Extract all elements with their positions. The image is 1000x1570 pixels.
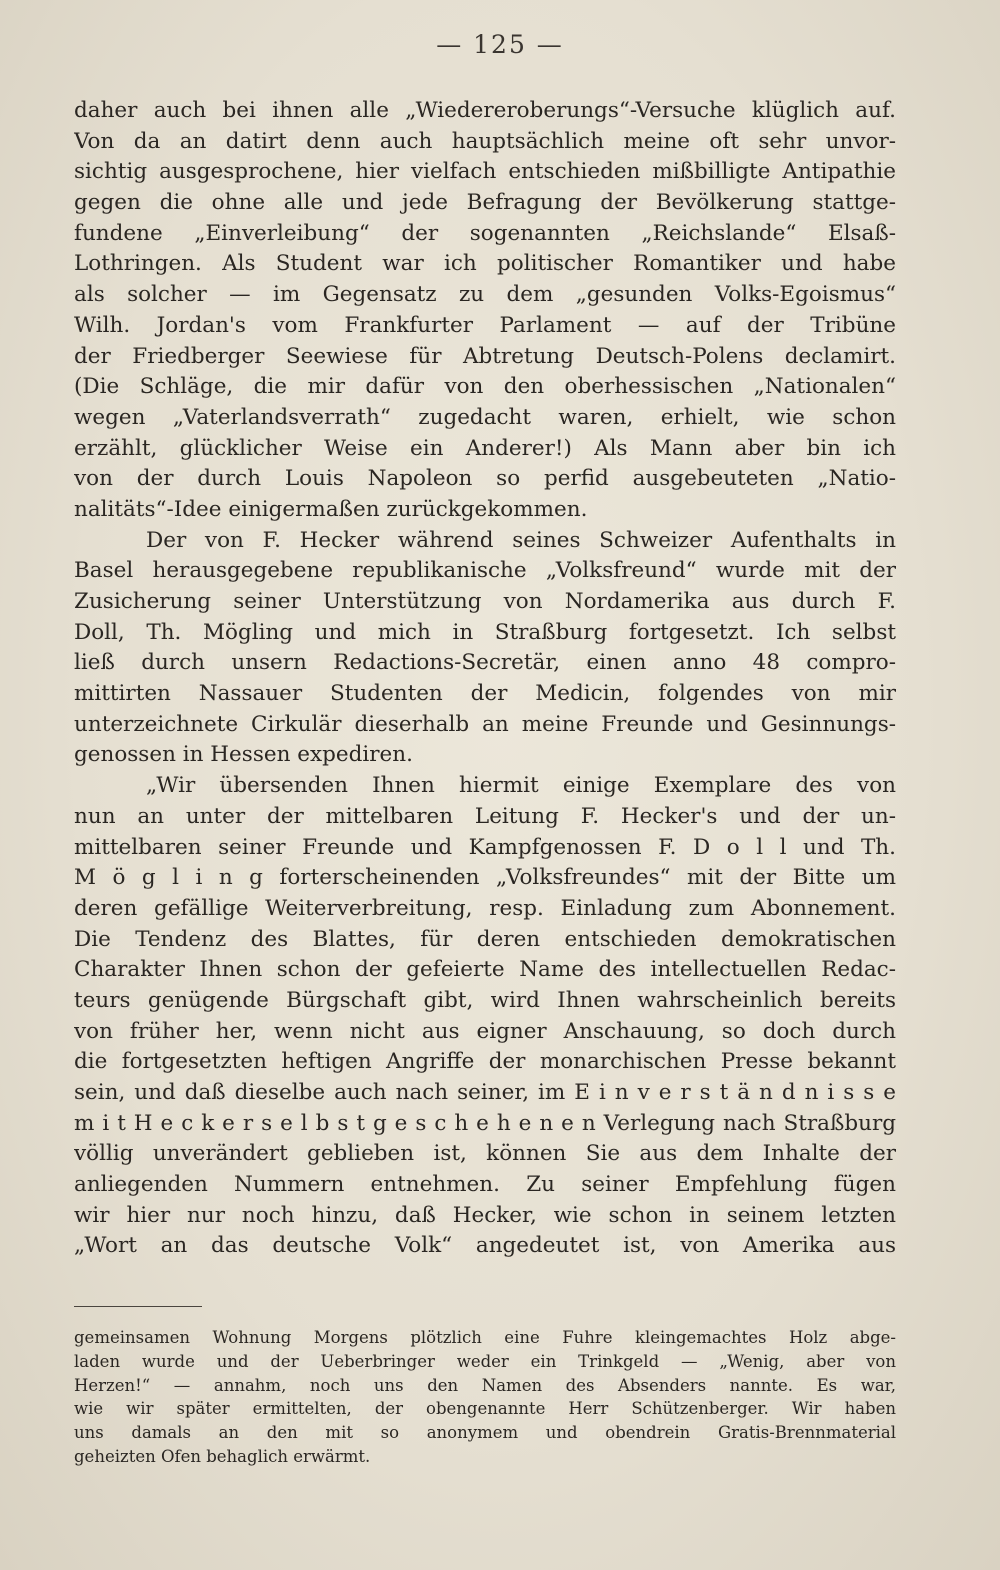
text-line: von der durch Louis Napoleon so perfid ausgebeuteten „Natio-: [74, 466, 896, 492]
footnote-line: laden wurde und der Ueberbringer weder ein Trinkgeld — „Wenig, aber von: [74, 1351, 896, 1371]
text-line: mittelbaren seiner Freunde und Kampfgenossen F. D o l l und Th.: [74, 834, 896, 860]
text-line: (Die Schläge, die mir dafür von den oberhessischen „Nationalen“: [74, 374, 896, 400]
page-number: — 125 —: [436, 30, 564, 59]
text-line: „Wort an das deutsche Volk“ angedeutet ist, von Amerika aus: [74, 1233, 896, 1259]
text-line: der Friedberger Seewiese für Abtretung Deutsch-Polens declamirt.: [74, 343, 896, 369]
text-line: Basel herausgegebene republikanische „Volksfreund“ wurde mit der: [74, 558, 896, 584]
text-line: Charakter Ihnen schon der gefeierte Name des intellectuellen Redac-: [74, 957, 896, 983]
text-line: wegen „Vaterlandsverrath“ zugedacht waren, erhielt, wie schon: [74, 404, 896, 430]
footnote-line: Herzen!“ — annahm, noch uns den Namen des Absenders nannte. Es war,: [74, 1375, 896, 1395]
footnote: [74, 1326, 896, 1469]
text-line: mittirten Nassauer Studenten der Medicin, folgendes von mir: [74, 681, 896, 707]
text-line: erzählt, glücklicher Weise ein Anderer!) Als Mann aber bin ich: [74, 435, 896, 461]
paragraph-start-line: Der von F. Hecker während seines Schweizer Aufenthalts in: [146, 527, 896, 553]
footnote-line: uns damals an den mit so anonymem und obendrein Gratis-Brennmaterial: [74, 1423, 896, 1443]
text-line: nalitäts“-Idee einigermaßen zurückgekommen.: [74, 496, 588, 522]
text-line: als solcher — im Gegensatz zu dem „gesunden Volks-Egoismus“: [74, 282, 896, 308]
text-line: Die Tendenz des Blattes, für deren entschieden demokratischen: [74, 926, 896, 952]
text-line: daher auch bei ihnen alle „Wiedereroberungs“-Versuche klüglich auf.: [74, 98, 896, 123]
text-line: nun an unter der mittelbaren Leitung F. Hecker's und der un-: [74, 803, 896, 829]
footnote-line: gemeinsamen Wohnung Morgens plötzlich eine Fuhre kleingemachtes Holz abge-: [74, 1328, 896, 1347]
text-line: wir hier nur noch hinzu, daß Hecker, wie schon in seinem letzten: [74, 1202, 896, 1228]
text-line: Wilh. Jordan's vom Frankfurter Parlament — auf der Tribüne: [74, 312, 896, 338]
text-line: anliegenden Nummern entnehmen. Zu seiner Empfehlung fügen: [74, 1172, 896, 1198]
text-line: Lothringen. Als Student war ich politischer Romantiker und habe: [74, 251, 896, 277]
text-line: deren gefällige Weiterverbreitung, resp. Einladung zum Abonnement.: [74, 895, 896, 921]
footnote-line: geheizten Ofen behaglich erwärmt.: [74, 1446, 371, 1466]
main-text: [74, 96, 896, 1262]
text-line: gegen die ohne alle und jede Befragung der Bevölkerung stattge-: [74, 190, 896, 216]
footnote-line: wie wir später ermittelten, der obengenannte Herr Schützenberger. Wir haben: [74, 1399, 896, 1419]
paragraph-start-line: „Wir übersenden Ihnen hiermit einige Exemplare des von: [146, 773, 896, 799]
text-line: fundene „Einverleibung“ der sogenannten „Reichslande“ Elsaß-: [74, 220, 896, 246]
text-line: genossen in Hessen expediren.: [74, 742, 413, 768]
text-line: sein, und daß dieselbe auch nach seiner, im E i n v e r s t ä n d n i s s e: [74, 1080, 896, 1105]
text-line: unterzeichnete Cirkulär dieserhalb an meine Freunde und Gesinnungs-: [74, 711, 896, 737]
text-line: Zusicherung seiner Unterstützung von Nordamerika aus durch F.: [74, 589, 896, 614]
text-line: teurs genügende Bürgschaft gibt, wird Ihnen wahrscheinlich bereits: [74, 987, 896, 1013]
footnote-divider: [74, 1306, 202, 1307]
text-line: ließ durch unsern Redactions-Secretär, einen anno 48 compro-: [74, 650, 896, 676]
text-line: von früher her, wenn nicht aus eigner Anschauung, so doch durch: [74, 1018, 896, 1044]
text-line: m i t H e c k e r s e l b s t g e s c h e h e n e n Verlegung nach Straßburg: [74, 1110, 896, 1136]
text-line: völlig unverändert geblieben ist, können Sie aus dem Inhalte der: [74, 1141, 896, 1167]
text-line: Doll, Th. Mögling und mich in Straßburg fortgesetzt. Ich selbst: [74, 619, 896, 645]
text-line: M ö g l i n g forterscheinenden „Volksfreundes“ mit der Bitte um: [74, 865, 896, 891]
text-line: die fortgesetzten heftigen Angriffe der monarchischen Presse bekannt: [74, 1049, 896, 1075]
text-line: sichtig ausgesprochene, hier vielfach entschieden mißbilligte Antipathie: [74, 159, 896, 185]
text-line: Von da an datirt denn auch hauptsächlich meine oft sehr unvor-: [74, 128, 896, 154]
